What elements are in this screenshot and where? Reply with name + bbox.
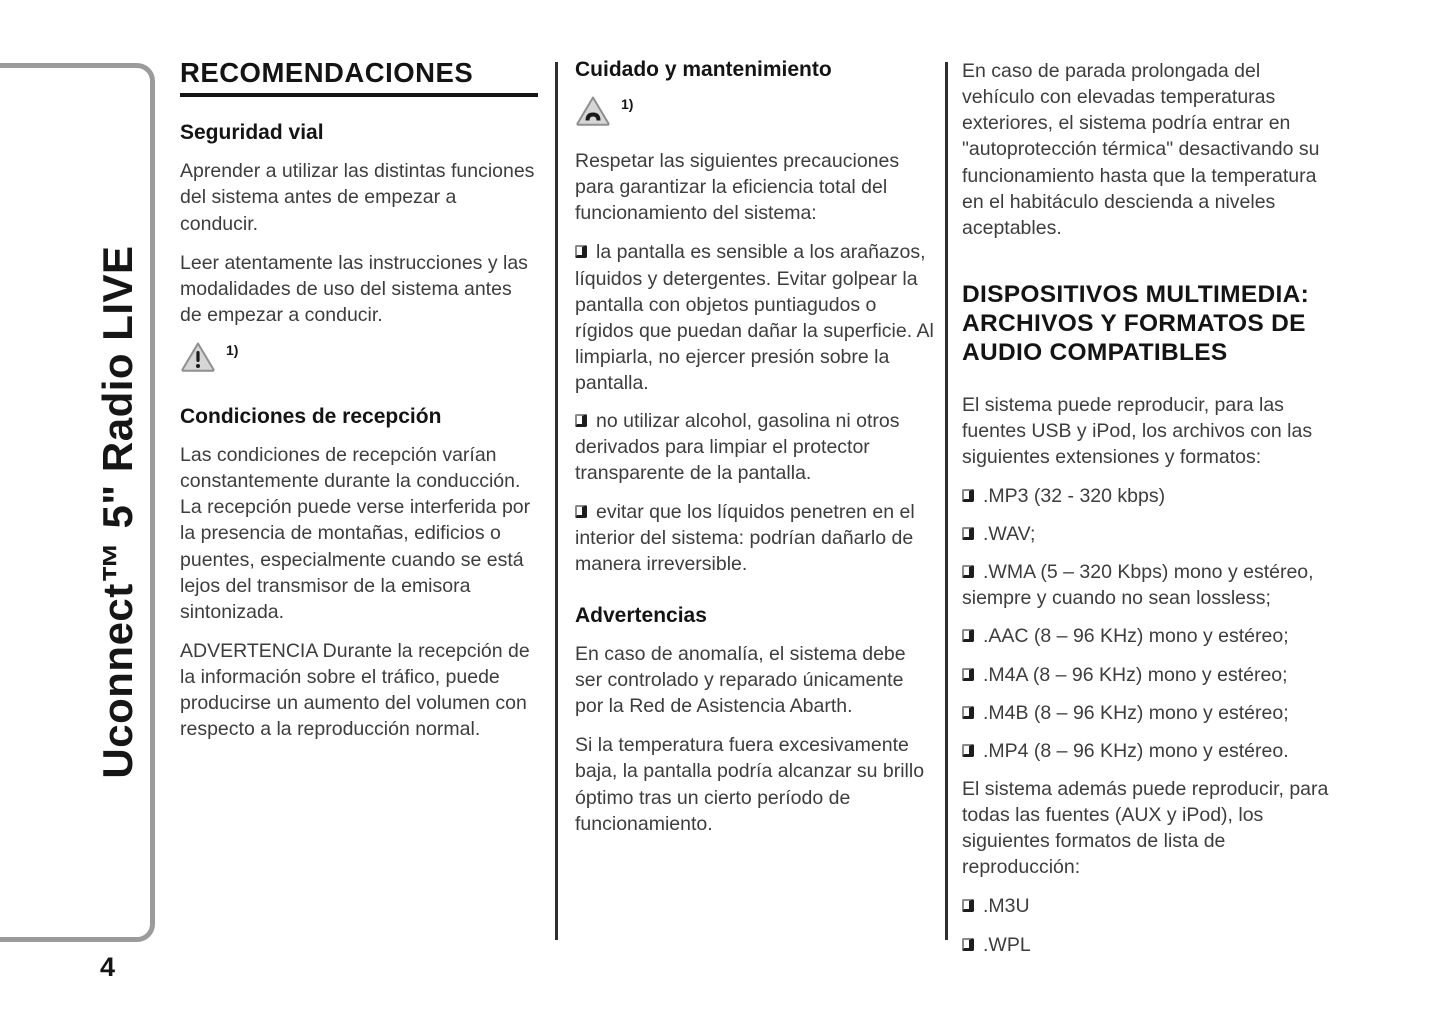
list-bullet-icon [962, 489, 974, 502]
warning-note [180, 341, 538, 378]
chapter-title-vertical: Uconnect™ 5" Radio LIVE [94, 245, 141, 779]
list-item [962, 700, 1334, 726]
list-item-text: .M3U [983, 895, 1030, 918]
list-bullet-icon [962, 744, 974, 757]
footnote-ref: 1) [621, 96, 634, 112]
subsection-title: Condiciones de recepción [180, 405, 442, 428]
list-item [962, 483, 1334, 509]
column-cuidado [575, 58, 935, 850]
list-item-text: .WMA (5 – 320 Kbps) mono y estéreo, siempre y cuando no sean lossless; [962, 561, 1314, 610]
list-item-text: .WPL [983, 933, 1031, 956]
list-item [962, 623, 1334, 649]
list-bullet-icon [962, 938, 974, 951]
list-item-text: no utilizar alcohol, gasolina ni otros derivados para limpiar el protector transparente de la pantalla. [575, 410, 900, 485]
list-item [962, 521, 1334, 547]
list-item-text: la pantalla es sensible a los arañazos, líquidos y detergentes. Evitar golpear la pantalla con objetos puntiagudos o rígidos que puedan dañar la superficie. Al limpiarla, no ejercer presión sobre la pantalla. [575, 241, 934, 394]
column-recomendaciones [180, 58, 538, 755]
list-item [575, 408, 935, 486]
column-divider [555, 62, 558, 940]
list-bullet-icon [575, 245, 587, 258]
caution-bump-icon [575, 95, 611, 132]
paragraph: Si la temperatura fuera excesivamente baja, la pantalla podría alcanzar su brillo óptimo tras un cierto período de funcionamiento. [575, 734, 925, 835]
list-bullet-icon [575, 505, 587, 518]
list-item-text: .MP4 (8 – 96 KHz) mono y estéreo. [983, 739, 1289, 762]
section-title: RECOMENDACIONES [180, 58, 538, 97]
list-item-text: .MP3 (32 - 320 kbps) [983, 484, 1166, 507]
footnote-ref: 1) [226, 342, 239, 358]
list-item [575, 499, 935, 577]
paragraph: En caso de parada prolongada del vehículo con elevadas temperaturas exteriores, el sistema podría entrar en "autoprotección térmica" desactivando su funcionamiento hasta que la temperatura en el habitáculo descienda a niveles aceptables. [962, 60, 1320, 239]
list-item-text: .M4A (8 – 96 KHz) mono y estéreo; [983, 663, 1288, 686]
subsection-title: Advertencias [575, 603, 707, 627]
list-bullet-icon [962, 668, 974, 681]
paragraph: ADVERTENCIA Durante la recepción de la información sobre el tráfico, puede producirse un aumento del volumen con respecto a la reproducción normal. [180, 639, 530, 741]
subsection-title: Seguridad vial [180, 121, 324, 145]
column-dispositivos [962, 58, 1334, 970]
subsection-title: Cuidado y mantenimiento [575, 58, 832, 81]
list-item [575, 239, 935, 396]
list-item-text: evitar que los líquidos penetren en el interior del sistema: podrían dañarlo de manera irreversible. [575, 500, 915, 575]
list-item [962, 559, 1334, 611]
list-bullet-icon [962, 565, 974, 578]
list-item-text: .M4B (8 – 96 KHz) mono y estéreo; [983, 701, 1289, 724]
list-item-text: .AAC (8 – 96 KHz) mono y estéreo; [983, 625, 1289, 648]
caution-note [575, 95, 935, 132]
list-item [962, 893, 1334, 919]
section-title: DISPOSITIVOS MULTIMEDIA: ARCHIVOS Y FORMATOS DE AUDIO COMPATIBLES [962, 280, 1310, 366]
paragraph: El sistema puede reproducir, para las fuentes USB y iPod, los archivos con las siguientes extensiones y formatos: [962, 393, 1313, 468]
list-bullet-icon [962, 706, 974, 719]
paragraph: Leer atentamente las instrucciones y las modalidades de uso del sistema antes de empezar a conducir. [180, 251, 528, 326]
list-bullet-icon [575, 414, 587, 427]
list-bullet-icon [962, 629, 974, 642]
paragraph: Respetar las siguientes precauciones para garantizar la eficiencia total del funcionamiento del sistema: [575, 150, 900, 225]
warning-triangle-icon [180, 341, 216, 378]
paragraph: Aprender a utilizar las distintas funciones del sistema antes de empezar a conducir. [180, 160, 535, 235]
list-bullet-icon [962, 899, 974, 912]
paragraph: Las condiciones de recepción varían constantemente durante la conducción. La recepción puede verse interferida por la presencia de montañas, edificios o puentes, especialmente cuando se está lejos del transmisor de la emisora sintonizada. [180, 444, 531, 623]
column-divider [945, 62, 948, 940]
list-item [962, 932, 1334, 958]
paragraph: En caso de anomalía, el sistema debe ser controlado y reparado únicamente por la Red de Asistencia Abarth. [575, 642, 906, 718]
list-item-text: .WAV; [983, 523, 1036, 546]
list-item [962, 662, 1334, 688]
list-item [962, 738, 1334, 764]
paragraph: El sistema además puede reproducir, para todas las fuentes (AUX y iPod), los siguientes formatos de lista de reproducción: [962, 777, 1329, 879]
page-number: 4 [100, 952, 116, 982]
list-bullet-icon [962, 527, 974, 540]
